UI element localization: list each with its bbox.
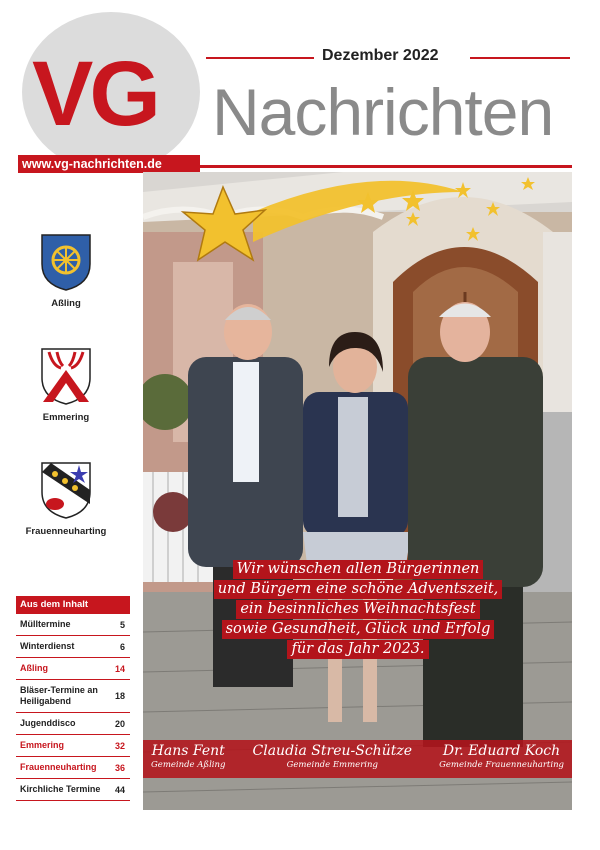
- toc-item-label: Emmering: [20, 740, 65, 750]
- toc-item-label: Jugenddisco: [20, 718, 76, 728]
- website-url[interactable]: www.vg-nachrichten.de: [18, 155, 200, 173]
- municipality-name: Aßling: [51, 298, 81, 309]
- magazine-title: Nachrichten: [212, 75, 554, 149]
- greeting-line: sowie Gesundheit, Glück und Erfolg: [222, 620, 495, 639]
- date-rule-left: [206, 57, 314, 59]
- person-name: Hans Fent: [151, 743, 225, 759]
- toc-item-page: 44: [114, 784, 125, 795]
- date-rule-right: [470, 57, 570, 59]
- person-role: Gemeinde Aßling: [151, 760, 226, 770]
- toc-item-label: Mülltermine: [20, 619, 71, 629]
- emmering-crest-icon: [39, 346, 93, 406]
- greeting-line: für das Jahr 2023.: [287, 640, 428, 659]
- frauenneuharting-crest-icon: [39, 460, 93, 520]
- cover-photo: [143, 172, 572, 810]
- greeting-line: Wir wünschen allen Bürgerinnen: [233, 560, 484, 579]
- issue-date: Dezember 2022: [322, 47, 439, 64]
- toc-item[interactable]: [16, 779, 130, 801]
- table-of-contents: [16, 596, 130, 801]
- toc-item-label: Kirchliche Termine: [20, 784, 101, 794]
- toc-item-page: 36: [114, 762, 125, 773]
- toc-item-label: Aßling: [20, 663, 48, 673]
- toc-item[interactable]: [16, 636, 130, 658]
- header-rule: [200, 165, 572, 168]
- toc-item[interactable]: [16, 757, 130, 779]
- toc-title: Aus dem Inhalt: [16, 596, 130, 614]
- person-name: Claudia Streu-Schütze: [252, 743, 412, 759]
- person-role: Gemeinde Frauenneuharting: [439, 760, 564, 770]
- logo-vg: VG: [32, 43, 157, 145]
- toc-item-page: 6: [119, 641, 125, 652]
- toc-item-page: 14: [114, 663, 125, 674]
- municipality-emmering: [16, 346, 116, 423]
- toc-item-page: 32: [114, 740, 125, 751]
- holiday-greeting: [150, 560, 566, 660]
- toc-item-label: Bläser-Termine an Heiligabend: [20, 685, 98, 706]
- toc-item-label: Winterdienst: [20, 641, 75, 651]
- greeting-line: und Bürgern eine schöne Adventszeit,: [214, 580, 503, 599]
- cover-photo-illustration: [143, 172, 572, 810]
- toc-item-page: 5: [119, 619, 125, 630]
- toc-item[interactable]: [16, 614, 130, 636]
- toc-item[interactable]: [16, 658, 130, 680]
- municipality-frauenneuharting: [16, 460, 116, 537]
- toc-item[interactable]: [16, 680, 130, 713]
- person-caption: [439, 742, 564, 778]
- person-name: Dr. Eduard Koch: [442, 743, 561, 759]
- toc-item[interactable]: [16, 735, 130, 757]
- toc-item-page: 20: [114, 718, 125, 729]
- municipality-name: Emmering: [42, 412, 90, 423]
- toc-item-page: 18: [114, 691, 125, 701]
- toc-item[interactable]: [16, 713, 130, 735]
- municipality-name: Frauenneuharting: [25, 526, 107, 537]
- greeting-line: ein besinnliches Weihnachtsfest: [236, 600, 479, 619]
- mayors-caption: [143, 740, 572, 778]
- assling-crest-icon: [39, 232, 93, 292]
- person-caption: [253, 742, 412, 778]
- person-caption: [151, 742, 225, 778]
- municipality-assling: [16, 232, 116, 309]
- toc-item-label: Frauenneuharting: [20, 762, 97, 772]
- person-role: Gemeinde Emmering: [286, 760, 378, 770]
